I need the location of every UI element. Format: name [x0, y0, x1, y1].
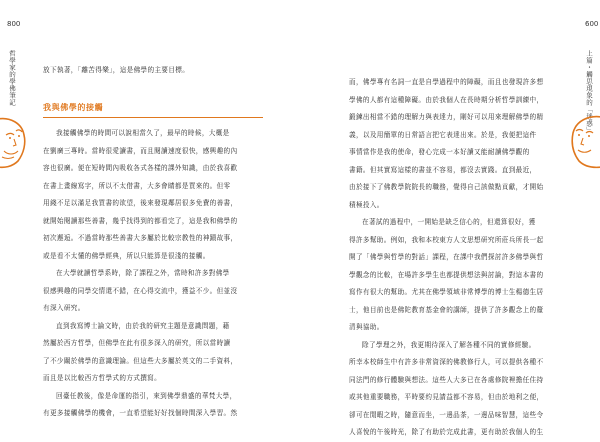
text-line: 在著試的過程中，一開始是缺乏信心的，但還算很好，獲 — [362, 218, 536, 226]
right-body-text — [349, 74, 543, 442]
text-line: 開了「佛學與哲學的對話」課程，在課中我們探討許多佛學與哲 — [349, 253, 544, 261]
section-title: 我與佛學的接觸 — [43, 103, 104, 112]
text-line: 學佛的人都有這種障礙。由於我個人在長時期分析哲學訓練中， — [349, 95, 544, 104]
page-number: 800 — [7, 20, 21, 28]
text-line: 由於接下了佛教學院院長的職務，覺得自己該做點貢獻，才開始 — [349, 183, 544, 191]
text-line: 有深入研究。 — [43, 304, 85, 312]
text-line: 回臺任教後，像是命運的指引，來到佛學鼎盛的華梵大學， — [56, 391, 237, 400]
text-line: 初次邂逅。不過當時那些善書大多屬於比較宗教性的神蹟故事， — [43, 234, 238, 242]
text-line: 而且是以比較西方哲學式的方式撰寫。 — [43, 374, 162, 382]
left-body-text — [43, 125, 237, 423]
text-line: 很感興趣的同學交情還不錯，在心得交流中，獲益不少。但並沒 — [43, 286, 238, 295]
text-line: 人喜悅的午後時光，除了有助於完成此書，更有助於我個人的生 — [349, 428, 544, 436]
text-line: 除了學理之外，我更期待深入了解各種不同的實修經驗。 — [362, 340, 536, 349]
text-line: 在劉廣三專時。當時很愛讀書，而且閱讀速度很快，感興趣的內 — [43, 146, 238, 155]
text-line: 或其他重要職務，平時要約見請益都不容易，但由於地利之便， — [349, 393, 544, 401]
left-page — [0, 0, 300, 431]
page-number: 600 — [585, 20, 599, 28]
text-line: 用錢不足以滿足我買書的欲望，後來發現鄰居很多免費的善書， — [43, 199, 238, 207]
thinker-face-icon — [564, 113, 600, 169]
text-line: 學觀念的比較，在場許多學生也都提供想法與討論，對這本書的 — [349, 270, 544, 279]
section-rule — [43, 117, 263, 118]
text-line: 然屬於西方哲學，但佛學在此有很多深入的研究，所以當時讀 — [43, 339, 231, 347]
text-line: 清與協助。 — [349, 323, 384, 331]
text-line: 事情當作是我的使命，發心完成一本好讀又能耐讀佛學觀的 — [349, 148, 530, 156]
text-line: 容也很廣。便在短時間內吸收各式各樣的課外知識，由於我喜歡 — [43, 164, 238, 172]
text-line: 或是看不太懂的佛學經典，所以只能算是很淺的接觸。 — [43, 251, 210, 260]
right-page — [300, 0, 600, 436]
text-line: 而，佛學專有名詞一直是自學過程中的障礙，而且也發現許多想 — [349, 78, 544, 86]
running-head: 哲學家的學佛筆記 — [8, 50, 16, 106]
text-line: 義，以及用簡單的日常語言把它表達出來。於是，我便把這件 — [349, 130, 537, 139]
text-line: 所幸本校師生中有許多非常資深的佛教修行人，可以提供各種不 — [349, 358, 544, 366]
intro-line: 放下執著，「離苦得樂」，這是佛學的主要目標。 — [43, 66, 190, 74]
text-line: 積極投入。 — [349, 200, 384, 209]
text-line: 寫作有很大的幫助。尤其在佛學領域非常博學的博士生楊德生居 — [349, 288, 544, 296]
text-line: 了不少關於佛學的意識理論。但這些大多屬於英文的二手資料， — [43, 356, 238, 365]
text-line: 得許多幫助。例如，我和本校東方人文思想研究所莊兵所長一起 — [349, 235, 544, 244]
text-line: 就開始閱讀那些善書，幾乎找得到的都看完了，這是我和佛學的 — [43, 216, 238, 225]
text-line: 在書上畫線寫字，所以不太借書，大多會睛都是買來的。但零 — [43, 181, 231, 190]
text-line: 直到我寫博士論文時，由於我的研究主題是意識問題，藉 — [56, 321, 230, 330]
text-line: 在大學就讀哲學系時，除了課程之外，當時和許多對佛學 — [56, 269, 230, 277]
text-line: 同法門的修行體驗與想法。這些人大多已在各處修院裡擔任住持 — [349, 375, 544, 384]
intro-text — [43, 62, 189, 80]
thinker-face-icon — [0, 113, 32, 169]
running-head: 上篇・觸思現象的「迷惑」 — [585, 50, 593, 134]
text-line: 有更多接觸佛學的機會，一直希望能好好找個時間深入學習。然 — [43, 409, 238, 417]
text-line: 書籍。但其實寫這樣的書並不容易，都沒去實踐。直到最近， — [349, 165, 537, 174]
text-line: 鍛鍊出相當不錯的理解力與表達力，剛好可以用來理解佛學的精 — [349, 113, 544, 121]
text-line: 卻可在閒暇之時，隨意而坐，一邊品茶，一邊品味智慧，這些令 — [349, 410, 544, 419]
text-line: 我接觸佛學的時間可以說相當久了，最早的時候，大概是 — [56, 129, 230, 137]
text-line: 士，他目前也是佛陀教育基金會的講師，提供了許多觀念上的釐 — [349, 305, 544, 314]
